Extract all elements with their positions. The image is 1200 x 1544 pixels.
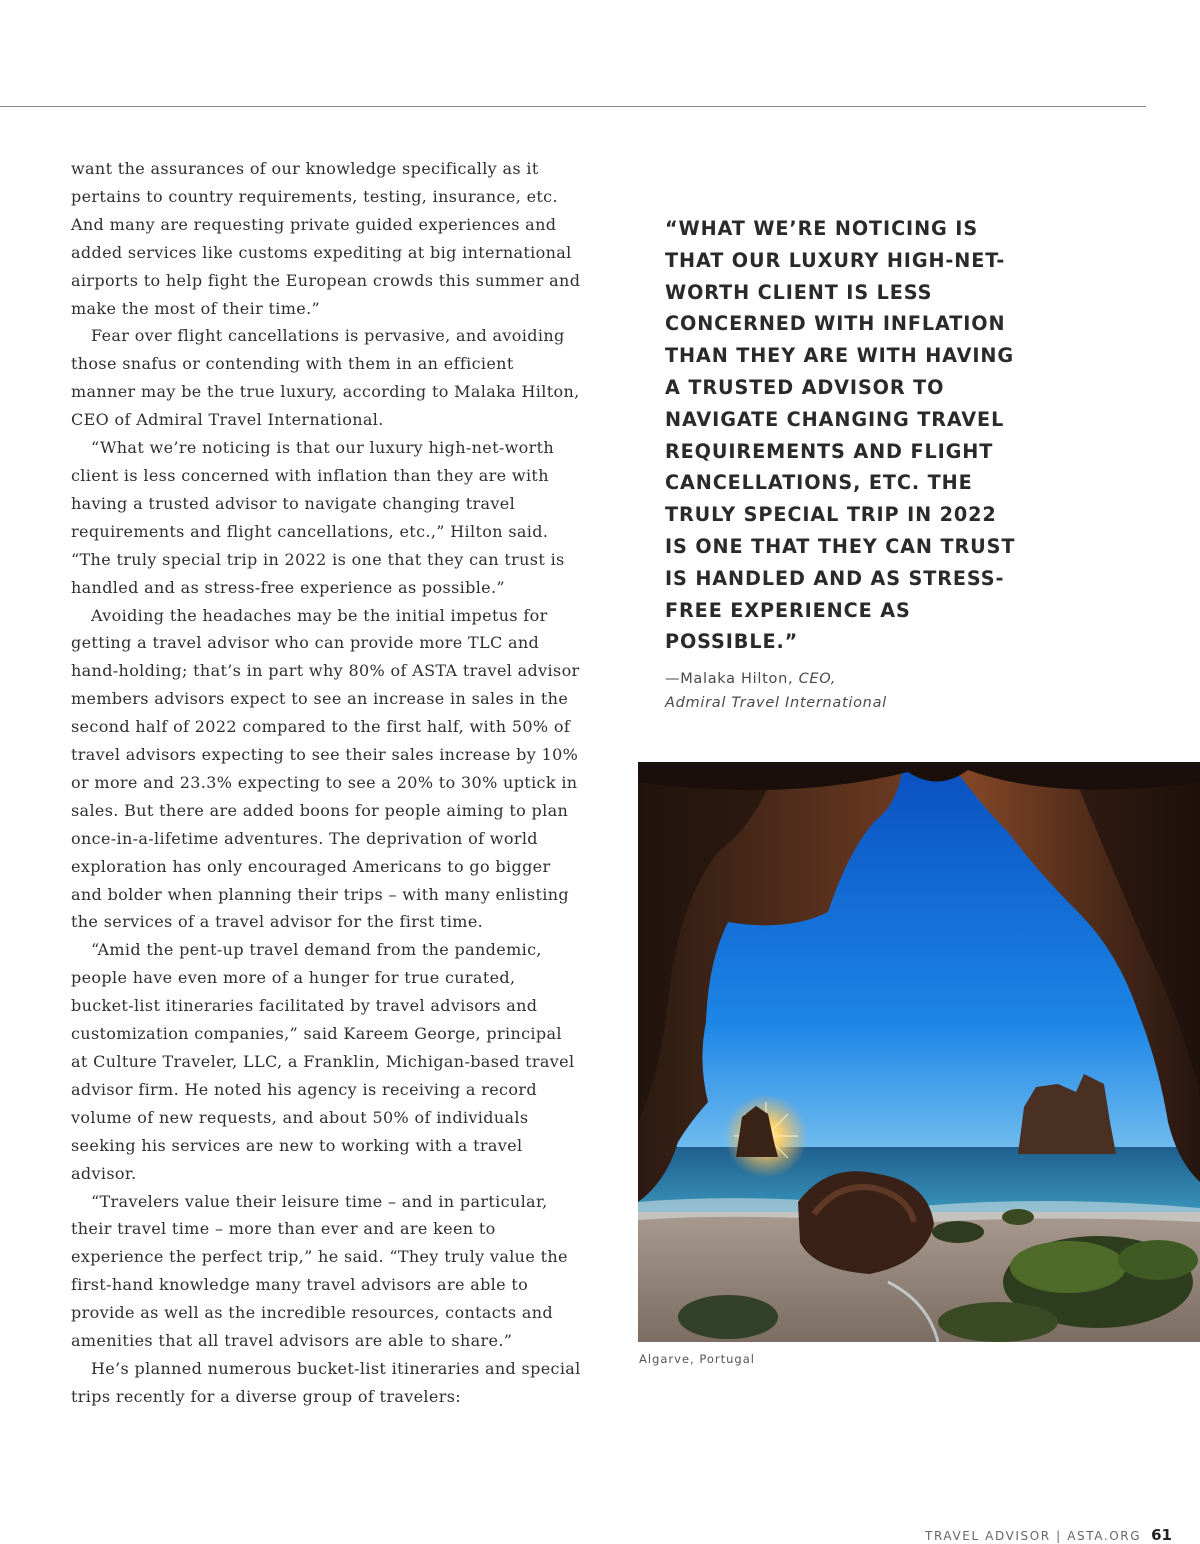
attribution-title: CEO,	[798, 671, 837, 687]
attribution-company: Admiral Travel International	[665, 695, 887, 711]
article-paragraph: “Travelers value their leisure time – and in particular, their travel time – more than ever and are keen to experience the perfect trip,” he said. “They truly value the first-hand knowledge many travel advisors are able to provide as well as the incredible resources, contacts and amenities that all travel advisors are able to share.”	[71, 1191, 568, 1351]
page-number: 61	[1151, 1526, 1172, 1544]
article-paragraph: Avoiding the headaches may be the initial impetus for getting a travel advisor who can provide more TLC and hand-holding; that’s in part why 80% of ASTA travel advisor members advisors expect to see an increase in sales in the second half of 2022 compared to the first half, with 50% of travel advisors expecting to see their sales increase by 10% or more and 23.3% expecting to see a 20% to 30% uptick in sales. But there are added boons for people aiming to plan once-in-a-lifetime adventures. The deprivation of world exploration has only encouraged Americans to go bigger and bolder when planning their trips – with many enlisting the services of a travel advisor for the first time.	[71, 605, 580, 932]
article-paragraph: He’s planned numerous bucket-list itineraries and special trips recently for a diverse group of travelers:	[71, 1358, 581, 1406]
attribution-name: —Malaka Hilton,	[665, 671, 799, 687]
page-footer	[925, 1526, 1172, 1544]
pull-quote-attribution	[665, 667, 1025, 715]
publication-name: TRAVEL ADVISOR | ASTA.ORG	[925, 1529, 1142, 1543]
article-paragraph: Fear over flight cancellations is pervasive, and avoiding those snafus or contending with them in an efficient manner may be the true luxury, according to Malaka Hilton, CEO of Admiral Travel International.	[71, 326, 580, 430]
header-rule	[0, 106, 1146, 107]
article-paragraph: “What we’re noticing is that our luxury high-net-worth client is less concerned with inflation than they are with having a trusted advisor to navigate changing travel requirements and flight cancellations, etc.,” Hilton said. “The truly special trip in 2022 is one that they can trust is handled and as stress-free experience as possible.”	[71, 438, 565, 597]
sea-cave-photo	[638, 762, 1200, 1342]
article-paragraph: “Amid the pent-up travel demand from the pandemic, people have even more of a hunger for true curated, bucket-list itineraries facilitated by travel advisors and customization companies,” said Kareem George, principal at Culture Traveler, LLC, a Franklin, Michigan-based travel advisor firm. He noted his agency is receiving a record volume of new requests, and about 50% of individuals seeking his services are new to working with a travel advisor.	[71, 940, 575, 1183]
pull-quote: “WHAT WE’RE NOTICING IS THAT OUR LUXURY HIGH-NET-WORTH CLIENT IS LESS CONCERNED WITH INFLATION THAN THEY ARE WITH HAVING A TRUSTED ADVISOR TO NAVIGATE CHANGING TRAVEL REQUIREMENTS AND FLIGHT CANCELLATIONS, ETC. THE TRULY SPECIAL TRIP IN 2022 IS ONE THAT THEY CAN TRUST IS HANDLED AND AS STRESS-FREE EXPERIENCE AS POSSIBLE.”	[665, 217, 1016, 654]
photo-caption: Algarve, Portugal	[639, 1352, 755, 1366]
article-paragraph: want the assurances of our knowledge specifically as it pertains to country requirements, testing, insurance, etc. And many are requesting private guided experiences and added services like customs expediting at big international airports to help fight the European crowds this summer and make the most of their time.”	[71, 159, 581, 318]
article-body	[71, 155, 583, 1411]
